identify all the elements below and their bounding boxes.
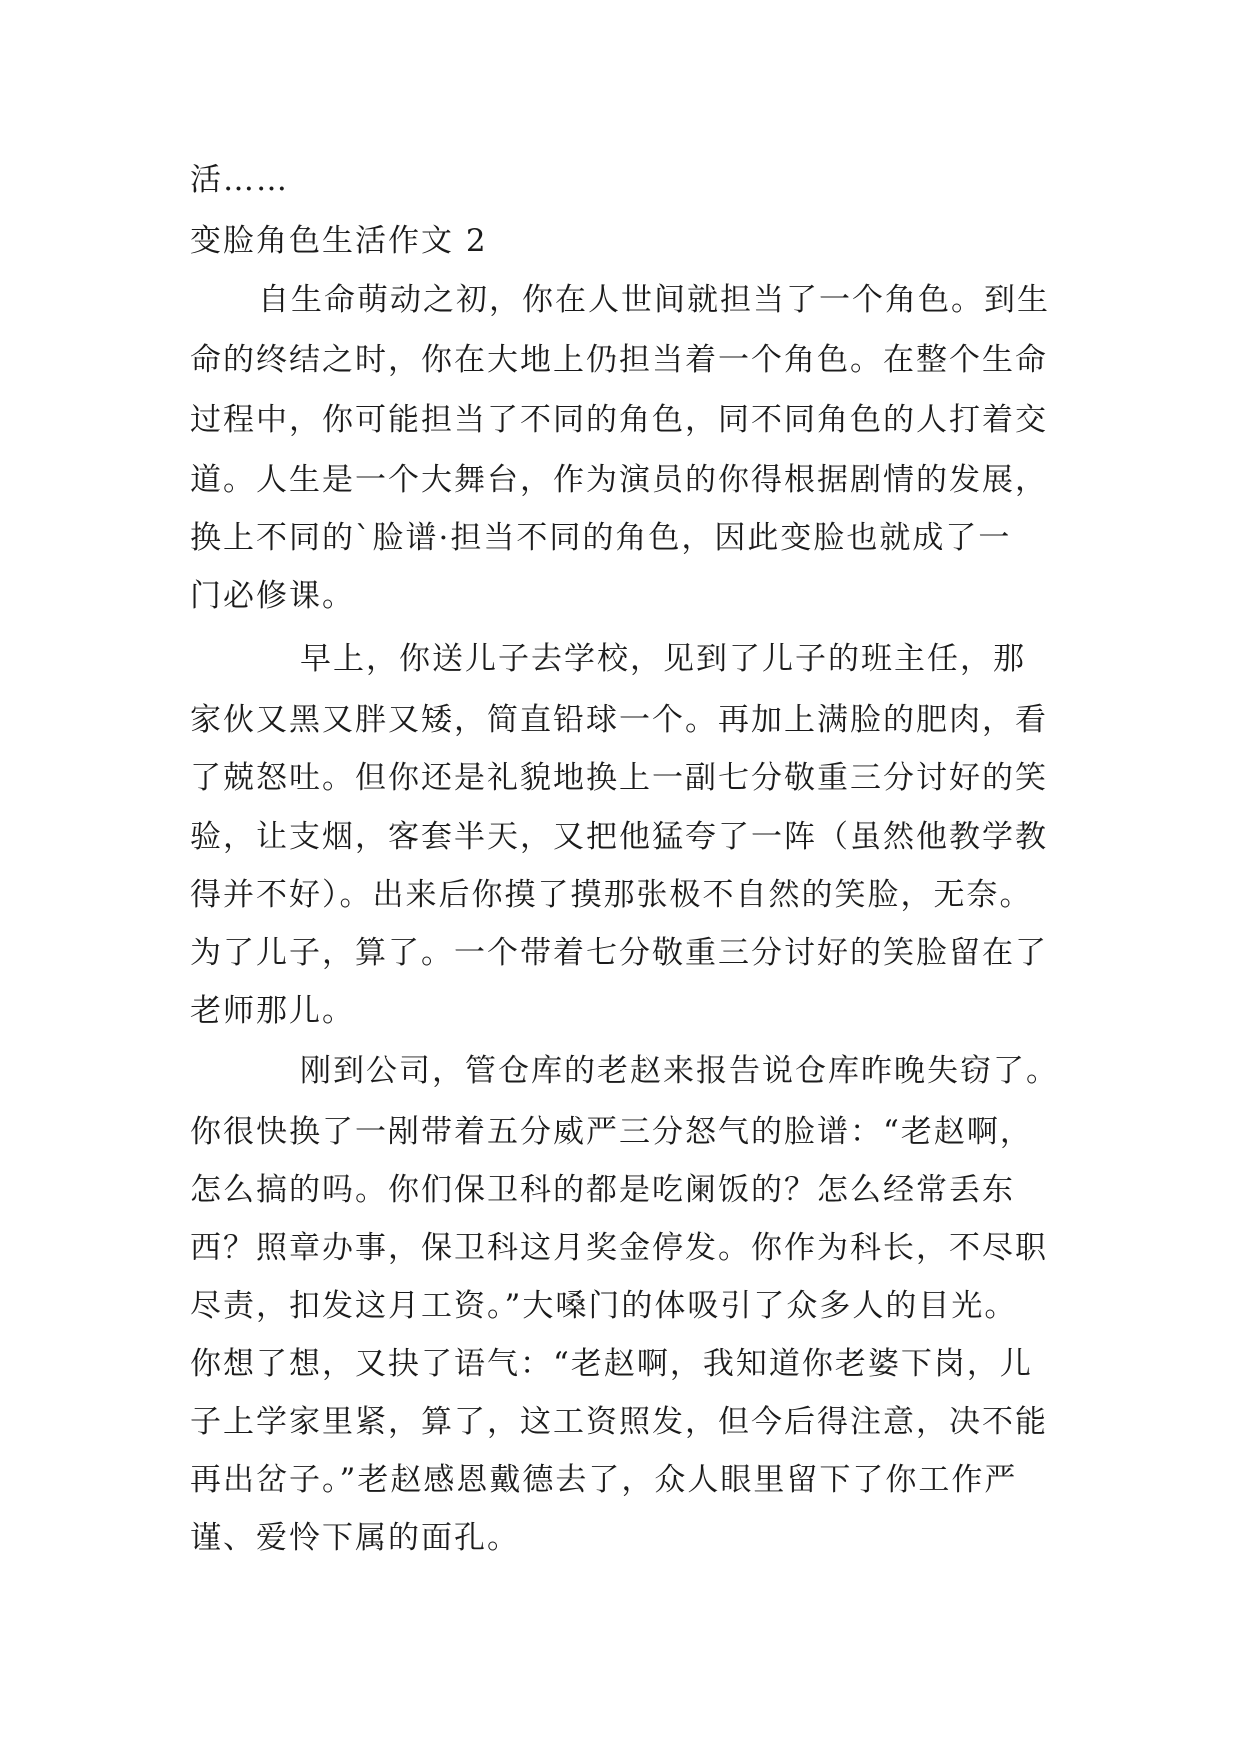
paragraph-2-line-5: 得并不好）。出来后你摸了摸那张极不自然的笑脸，无奈。 xyxy=(190,877,1033,913)
paragraph-1-line-4: 道。人生是一个大舞台，作为演员的你得根据剧情的发展， xyxy=(190,462,1048,498)
paragraph-1-line-2: 命的终结之时，你在大地上仍担当着一个角色。在整个生命 xyxy=(190,342,1048,378)
paragraph-3-line-7: 子上学家里紧，算了，这工资照发，但今后得注意，决不能 xyxy=(190,1404,1048,1440)
paragraph-3-line-5: 尽责，扣发这月工资。”大嗓门的体吸引了众多人的目光。 xyxy=(190,1288,1018,1324)
paragraph-2-line-4: 验，让支烟，客套半天，又把他猛夸了一阵（虽然他教学教 xyxy=(190,819,1048,855)
paragraph-3-line-8: 再出岔子。”老赵感恩戴德去了，众人眼里留下了你工作严 xyxy=(190,1462,1018,1498)
paragraph-1-line-1: 自生命萌动之初，你在人世间就担当了一个角色。到生 xyxy=(258,282,1050,318)
paragraph-3-line-6: 你想了想，又抉了语气：“老赵啊，我知道你老婆下岗，儿 xyxy=(190,1346,1033,1382)
section-heading: 变脸角色生活作文 2 xyxy=(190,223,488,259)
paragraph-1-line-6: 门必修课。 xyxy=(190,578,355,614)
paragraph-1-line-5: 换上不同的`脸谱·担当不同的角色，因此变脸也就成了一 xyxy=(190,520,1012,556)
paragraph-3-line-3: 怎么搞的吗。你们保卫科的都是吃阑饭的？怎么经常丢东 xyxy=(190,1172,1015,1208)
paragraph-2-line-1: 早上，你送儿子去学校，见到了儿子的班主任，那 xyxy=(300,641,1026,677)
paragraph-3-line-9: 谨、爱怜下属的面孔。 xyxy=(190,1520,520,1556)
paragraph-3-line-4: 西？照章办事，保卫科这月奖金停发。你作为科长，不尽职 xyxy=(190,1230,1048,1266)
paragraph-2-line-3: 了兢怒吐。但你还是礼貌地换上一副七分敬重三分讨好的笑 xyxy=(190,760,1048,796)
paragraph-1-line-3: 过程中，你可能担当了不同的角色，同不同角色的人打着交 xyxy=(190,402,1048,438)
paragraph-3-line-2: 你很快换了一剐带着五分威严三分怒气的脸谱：“老赵啊， xyxy=(190,1114,1033,1150)
paragraph-2-line-6: 为了儿子，算了。一个带着七分敬重三分讨好的笑脸留在了 xyxy=(190,935,1048,971)
text-line-continuation: 活…… xyxy=(190,162,289,198)
paragraph-2-line-2: 家伙又黑又胖又矮，简直铅球一个。再加上满脸的肥肉，看 xyxy=(190,702,1048,738)
paragraph-2-line-7: 老师那儿。 xyxy=(190,993,355,1029)
paragraph-3-line-1: 刚到公司，管仓库的老赵来报告说仓库昨晚失窃了。 xyxy=(300,1053,1059,1089)
